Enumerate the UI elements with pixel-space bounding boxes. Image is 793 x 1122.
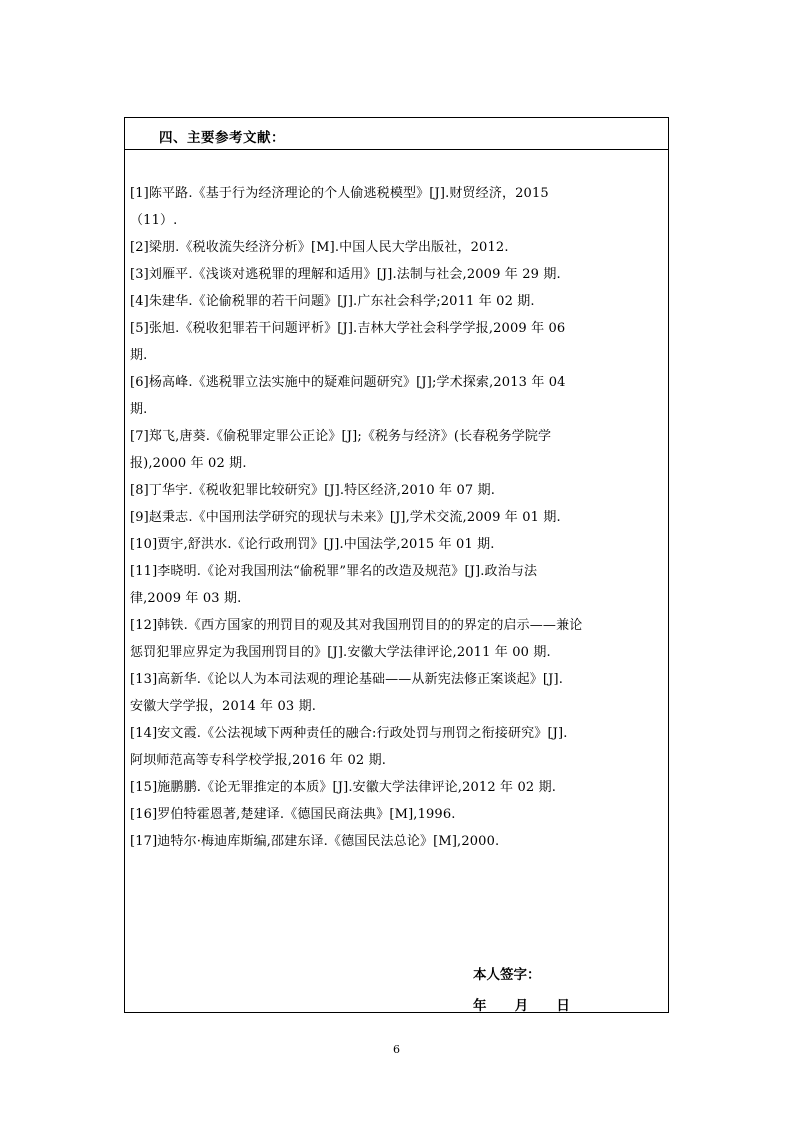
section-header-row <box>125 118 668 150</box>
reference-line: 律,2009 年 03 期. <box>130 591 242 606</box>
reference-line: [10]贾宇,舒洪水.《论行政刑罚》[J].中国法学,2015 年 01 期. <box>130 537 495 552</box>
reference-line: [8]丁华宇.《税收犯罪比较研究》[J].特区经济,2010 年 07 期. <box>130 483 496 498</box>
reference-line: 期. <box>130 402 148 417</box>
reference-line: [7]郑飞,唐葵.《偷税罪定罪公正论》[J];《税务与经济》(长春税务学院学 <box>130 429 552 444</box>
reference-line: [3]刘雁平.《浅谈对逃税罪的理解和适用》[J].法制与社会,2009 年 29 期. <box>130 267 561 282</box>
reference-line: 安徽大学学报，2014 年 03 期. <box>130 699 317 714</box>
reference-line: 惩罚犯罪应界定为我国刑罚目的》[J].安徽大学法律评论,2011 年 00 期. <box>130 645 551 660</box>
reference-line: 期. <box>130 348 148 363</box>
date-line: 年 月 日 <box>473 998 570 1014</box>
reference-line: 报),2000 年 02 期. <box>130 456 247 471</box>
reference-line: [5]张旭.《税收犯罪若干问题评析》[J].吉林大学社会科学学报,2009 年 06 <box>130 321 566 336</box>
reference-line: [11]李晓明.《论对我国刑法“偷税罪”罪名的改造及规范》[J].政治与法 <box>130 564 538 579</box>
references-table <box>124 117 669 1013</box>
reference-line: [17]迪特尔·梅迪库斯编,邵建东译.《德国民法总论》[M],2000. <box>130 834 500 849</box>
reference-line: [2]梁朋.《税收流失经济分析》[M].中国人民大学出版社，2012. <box>130 240 509 255</box>
reference-line: [14]安文霞.《公法视域下两种责任的融合:行政处罚与刑罚之衔接研究》[J]. <box>130 726 568 741</box>
reference-line: [16]罗伯特霍恩著,楚建译.《德国民商法典》[M],1996. <box>130 807 456 822</box>
reference-line: [12]韩铁.《西方国家的刑罚目的观及其对我国刑罚目的的界定的启示——兼论 <box>130 618 583 633</box>
reference-line: 阿坝师范高等专科学校学报,2016 年 02 期. <box>130 753 387 768</box>
reference-line: [4]朱建华.《论偷税罪的若干问题》[J].广东社会科学;2011 年 02 期. <box>130 294 535 309</box>
reference-line: [6]杨高峰.《逃税罪立法实施中的疑难问题研究》[J];学术探索,2013 年 04 <box>130 375 566 390</box>
reference-line: [9]赵秉志.《中国刑法学研究的现状与未来》[J],学术交流,2009 年 01 期. <box>130 510 561 525</box>
page-number: 6 <box>393 1043 400 1056</box>
reference-line: [13]高新华.《论以人为本司法观的理论基础——从新宪法修正案谈起》[J]. <box>130 672 564 687</box>
reference-line: [1]陈平路.《基于行为经济理论的个人偷逃税模型》[J].财贸经济，2015 <box>130 186 549 201</box>
reference-list <box>130 180 664 855</box>
reference-line: [15]施鹏鹏.《论无罪推定的本质》[J].安徽大学法律评论,2012 年 02 期. <box>130 780 557 795</box>
section-title: 四、主要参考文献： <box>159 130 285 146</box>
reference-line: （11）. <box>130 213 178 228</box>
signature-label: 本人签字： <box>473 967 541 983</box>
